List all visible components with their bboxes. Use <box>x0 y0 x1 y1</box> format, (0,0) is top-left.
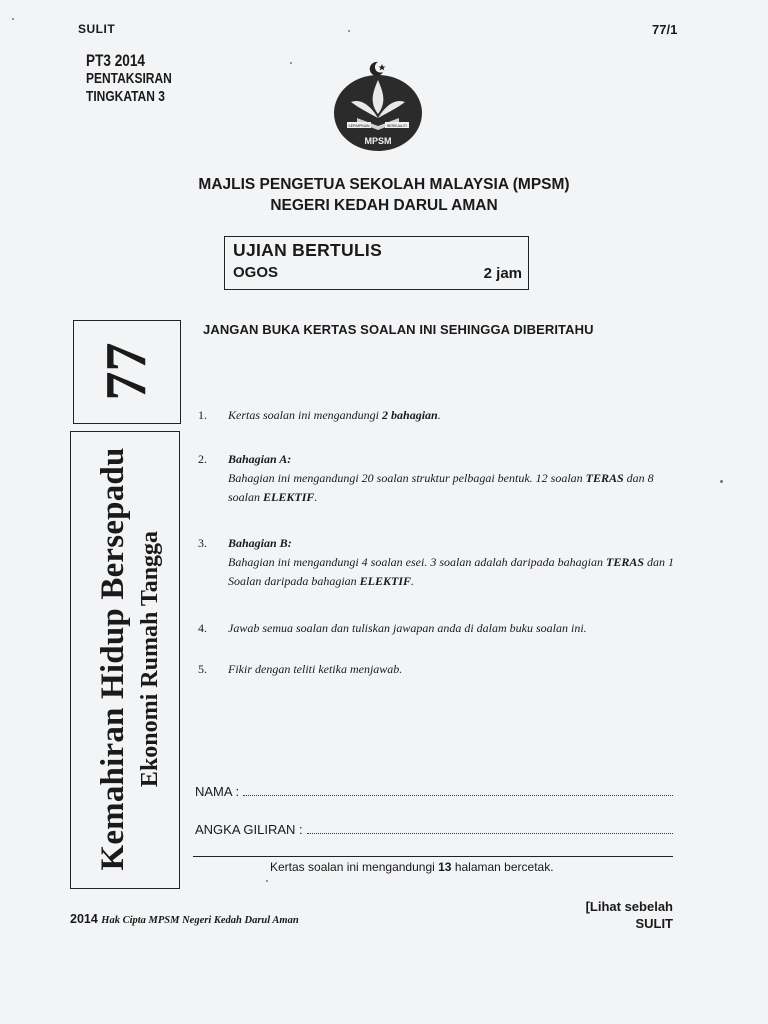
instruction-emphasis: TERAS <box>606 555 645 569</box>
turn-over-text: [Lihat sebelah <box>585 899 673 914</box>
instruction-number: 5. <box>198 662 207 676</box>
exam-label-line: PENTAKSIRAN <box>86 70 172 87</box>
page-count-text: Kertas soalan ini mengandungi <box>270 860 439 874</box>
instruction-end: . <box>314 490 318 504</box>
instruction-text: dan 8 soalan <box>228 471 654 504</box>
turn-over-note <box>577 898 673 932</box>
exam-type-box <box>224 236 529 290</box>
subject-subtitle: Ekonomi Rumah Tangga <box>137 530 163 788</box>
council-line-1: MAJLIS PENGETUA SEKOLAH MALAYSIA (MPSM) <box>198 176 570 193</box>
instruction-text: dan 1 Soalan daripada bahagian <box>228 555 675 588</box>
page-count-note <box>270 860 554 874</box>
index-number-field[interactable] <box>195 822 673 837</box>
subject-code-box <box>73 320 181 424</box>
subject-code-wrap <box>74 321 178 421</box>
exam-label-line: TINGKATAN 3 <box>86 88 165 105</box>
scan-speck <box>720 480 723 483</box>
name-label: NAMA : <box>195 784 240 799</box>
instruction-number: 4. <box>198 621 207 635</box>
exam-month: OGOS <box>233 264 279 281</box>
subject-title: Kemahiran Hidup Bersepadu <box>95 447 131 871</box>
copyright-year: 2014 <box>70 912 98 926</box>
classification-label: SULIT <box>78 22 116 36</box>
exam-duration: 2 jam <box>483 265 522 282</box>
subject-box <box>70 431 180 889</box>
logo-motto-left: KEPIMPINAN <box>348 124 370 128</box>
instruction-text: Fikir dengan teliti ketika menjawab. <box>228 662 403 676</box>
council-line-2: NEGERI KEDAH DARUL AMAN <box>270 197 498 214</box>
name-dotted-line[interactable] <box>243 785 673 796</box>
index-number-label: ANGKA GILIRAN : <box>195 822 303 837</box>
instruction-title: Bahagian A: <box>228 452 292 466</box>
scan-speck <box>348 30 350 32</box>
copyright <box>70 912 299 926</box>
subject-code: 77 <box>93 342 159 400</box>
scan-speck <box>290 62 292 64</box>
instruction-number: 1. <box>198 408 207 422</box>
instruction-emphasis: TERAS <box>585 471 624 485</box>
exam-type-title: UJIAN BERTULIS <box>233 240 383 260</box>
instruction-text: Jawab semua soalan dan tuliskan jawapan anda di dalam buku soalan ini. <box>228 621 587 635</box>
scan-speck <box>266 880 268 882</box>
mpsm-crest-icon <box>333 58 423 154</box>
instruction-emphasis: ELEKTIF <box>359 574 412 588</box>
instruction-text: Bahagian ini mengandungi 4 soalan esei. 3 soalan adalah daripada bahagian <box>228 555 606 569</box>
instruction-text: Bahagian ini mengandungi 20 soalan struktur pelbagai bentuk. 12 soalan <box>228 471 586 485</box>
page-count: 13 <box>438 860 452 874</box>
instruction-end: . <box>437 408 441 422</box>
council-name <box>0 174 768 216</box>
warning-text: JANGAN BUKA KERTAS SOALAN INI SEHINGGA DIBERITAHU <box>203 322 594 337</box>
footer-classification: SULIT <box>635 916 673 931</box>
instruction-number: 2. <box>198 452 207 466</box>
instruction-end: . <box>411 574 415 588</box>
page-count-text: halaman bercetak. <box>451 860 554 874</box>
instruction-title: Bahagian B: <box>228 536 292 550</box>
divider <box>193 856 673 857</box>
logo-text: MPSM <box>364 136 392 146</box>
exam-label-line: PT3 2014 <box>86 51 145 70</box>
copyright-text: Hak Cipta MPSM Negeri Kedah Darul Aman <box>101 915 299 926</box>
logo-motto-right: BERKUALITI <box>387 124 407 128</box>
exam-label <box>86 52 193 106</box>
instruction-emphasis: 2 bahagian <box>382 408 438 422</box>
name-field[interactable] <box>195 784 673 799</box>
instruction-number: 3. <box>198 536 207 550</box>
scan-speck <box>12 18 14 20</box>
instruction-emphasis: ELEKTIF <box>263 490 315 504</box>
paper-code: 77/1 <box>652 22 678 37</box>
instruction-text: Kertas soalan ini mengandungi <box>228 408 383 422</box>
index-number-dotted-line[interactable] <box>307 823 673 834</box>
